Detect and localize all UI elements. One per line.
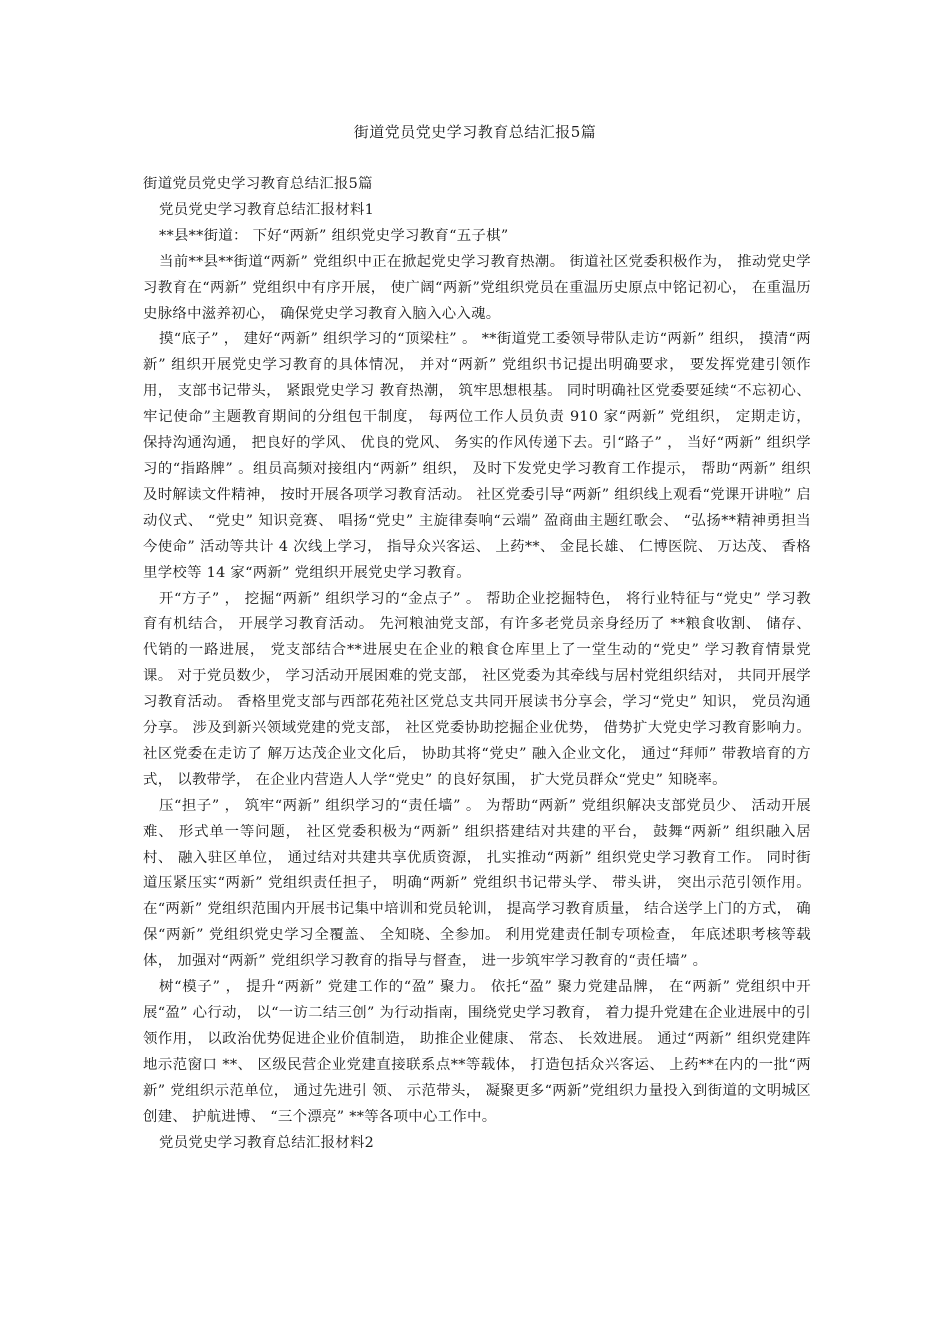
- subheading: **县**街道： 下好“两新” 组织党史学习教育“五子棋”: [159, 227, 509, 244]
- paragraph: 开“方子” ， 挖掘“两新” 组织学习的“金点子” 。 帮助企业挖掘特色， 将行业特征与“党史” 学习教育有机结合， 开展学习教育活动。 先河粮油党支部，有许多老党员亲身经历了 **粮食收割、 储存、 代销的一路进展， 党支部结合**进展史在企业的粮食仓库里上了一堂生动的“党史” 学习教育情景党课。 对于党员数少， 学习活动开展困难的党支部， 社区党委为其牵线与居村党组织结对， 共同开展学习教育活动。 香格里党支部与西部花苑社区党总支共同开展读书分享会，学习“党史” 知识， 党员沟通分享。 涉及到新兴领域党建的党支部， 社区党委协助挖掘企业优势， 借势扩大党史学习教育影响力。 社区党委在走访了 解万达茂企业文化后， 协助其将“党史” 融入企业文化， 通过“拜师” 带教培育的方式， 以教带学， 在企业内营造人人学“党史” 的良好氛围， 扩大党员群众“党史” 知晓率。: [143, 590, 811, 788]
- paragraph: 压“担子” ， 筑牢“两新” 组织学习的“责任墙” 。 为帮助“两新” 党组织解决支部党员少、 活动开展难、 形式单一等问题， 社区党委积极为“两新” 组织搭建结对共建的平台， 鼓舞“两新” 组织融入居村、 融入驻区单位， 通过结对共建共享优质资源， 扎实推动“两新” 组织党史学习教育工作。 同时街道压紧压实“两新” 党组织责任担子， 明确“两新” 党组织书记带头学、 带头讲， 突出示范引领作用。 在“两新” 党组织范围内开展书记集中培训和党员轮训， 提高学习教育质量， 结合送学上门的方式， 确保“两新” 党组织党史学习全覆盖、 全知晓、全参加。 利用党建责任制专项检查， 年底述职考核等载体， 加强对“两新” 党组织学习教育的指导与督查， 进一步筑牢学习教育的“责任墙” 。: [143, 797, 811, 970]
- section-heading-1: 党员党史学习教育总结汇报材料1: [159, 201, 375, 218]
- paragraph: 树“模子” ， 提升“两新” 党建工作的“盈” 聚力。 依托“盈” 聚力党建品牌， 在“两新” 党组织中开展“盈” 心行动， 以“一访二结三创” 为行动指南，围绕党史学习教育， 着力提升党建在企业进展中的引领作用， 以政治优势促进企业价值制造， 助推企业健康、 常态、 长效进展。 通过“两新” 组织党建阵地示范窗口 **、 区级民营企业党建直接联系点**等载体， 打造包括众兴客运、 上药**在内的一批“两新” 党组织示范单位， 通过先进引 领、 示范带头， 凝聚更多“两新”党组织力量投入到街道的文明城区创建、 护航进博、 “三个漂亮” **等各项中心工作中。: [143, 979, 811, 1125]
- paragraph: 当前**县**街道“两新” 党组织中正在掀起党史学习教育热潮。 街道社区党委积极作为， 推动党史学习教育在“两新” 党组织中有序开展， 使广阔“两新”党组织党员在重温历史原点中铭记初心， 在重温历史脉络中滋养初心， 确保党史学习教育入脑入心入魂。: [143, 253, 811, 322]
- section-heading-2: 党员党史学习教育总结汇报材料2: [159, 1134, 375, 1151]
- document-body: [143, 172, 811, 1156]
- document-heading: 街道党员党史学习教育总结汇报5篇: [143, 176, 373, 192]
- page-title: 街道党员党史学习教育总结汇报5篇: [353, 123, 597, 141]
- paragraph: 摸“底子” ， 建好“两新” 组织学习的“顶梁柱” 。 **街道党工委领导带队走访“两新” 组织， 摸清“两新” 组织开展党史学习教育的具体情况， 并对“两新” 党组织书记提出明确要求， 要发挥党建引领作用， 支部书记带头， 紧跟党史学习 教育热潮， 筑牢思想根基。 同时明确社区党委要延续“不忘初心、 牢记使命”主题教育期间的分组包干制度， 每两位工作人员负责 910 家“两新” 党组织， 定期走访， 保持沟通沟通， 把良好的学风、 优良的党风、 务实的作风传递下去。引“路子” ， 当好“两新” 组织学习的“指路牌” 。组员高频对接组内“两新” 组织， 及时下发党史学习教育工作提示， 帮助“两新” 组织及时解读文件精神， 按时开展各项学习教育活动。 社区党委引导“两新” 组织线上观看“党课开讲啦” 启动仪式、 “党史” 知识竞赛、 唱扬“党史” 主旋律奏响“云端” 盈商曲主题红歌会、 “弘扬**精神勇担当今使命” 活动等共计 4 次线上学习， 指导众兴客运、 上药**、 金昆长雄、 仁博医院、 万达茂、 香格里学校等 14 家“两新” 党组织开展党史学习教育。: [143, 331, 811, 581]
